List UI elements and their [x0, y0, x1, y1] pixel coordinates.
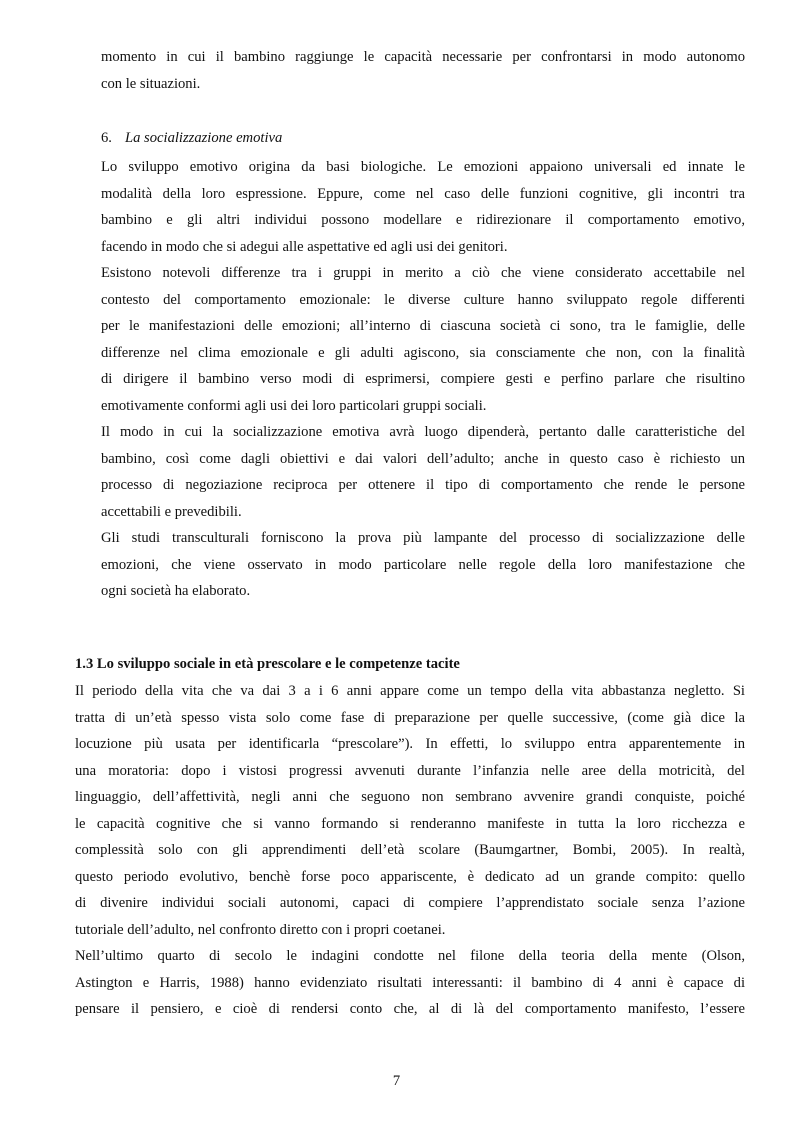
section-title: La socializzazione emotiva — [125, 130, 283, 146]
section-title: 1.3 Lo sviluppo sociale in età prescolare e le competenze tacite — [75, 656, 460, 672]
text-line: emotivamente conformi agli usi dei loro particolari gruppi sociali. — [101, 397, 487, 414]
text-line: Esistono notevoli differenze tra i gruppi in merito a ciò che viene considerato accettabile nel — [101, 265, 745, 281]
text-line: linguaggio, dell’affettività, negli anni che seguono non sembrano avvenire grandi conquiste, poiché — [75, 789, 745, 805]
text-line: bambino e gli altri individui possono modellare e ridirezionare il comportamento emotivo, — [101, 212, 745, 228]
text-line: di dirigere il bambino verso modi di esprimersi, compiere gesti e perfino parlare che risultino — [101, 371, 745, 387]
paragraph — [75, 678, 745, 943]
section-heading-6 — [101, 125, 745, 152]
text-line: accettabili e prevedibili. — [101, 503, 242, 520]
paragraph — [101, 154, 745, 260]
text-line: Astington e Harris, 1988) hanno evidenziato risultati interessanti: il bambino di 4 anni è capace di — [75, 974, 745, 991]
text-line: questo periodo evolutivo, benchè forse poco appariscente, è dedicato ad un grande compito: quello — [75, 868, 745, 885]
text-line: complessità solo con gli apprendimenti dell’età scolare (Baumgartner, Bombi, 2005). In realtà, — [75, 842, 745, 858]
paragraph-intro — [101, 44, 745, 97]
text-line: Nell’ultimo quarto di secolo le indagini condotte nel filone della teoria della mente (Olson, — [75, 948, 745, 964]
text-line: Il periodo della vita che va dai 3 a i 6 anni appare come un tempo della vita abbastanza negletto. Si — [75, 683, 745, 699]
text-line: locuzione più usata per identificarla “prescolare”). In effetti, lo sviluppo entra apparentemente in — [75, 736, 745, 752]
text-line: tratta di un’età spesso vista solo come fase di preparazione per quelle successive, (come già dice la — [75, 709, 745, 726]
text-line: emozioni, che viene osservato in modo particolare nelle regole della loro manifestazione che — [101, 556, 745, 573]
section-number: 6. — [101, 130, 112, 146]
section-heading-1-3 — [75, 651, 745, 678]
paragraph — [101, 525, 745, 605]
text-line: pensare il pensiero, e cioè di rendersi conto che, al di là del comportamento manifesto, l’essere — [75, 1001, 745, 1017]
text-line: facendo in modo che si adegui alle aspettative ed agli usi dei genitori. — [101, 238, 508, 255]
text-line: ogni società ha elaborato. — [101, 583, 251, 599]
text-line: di divenire individui sociali autonomi, capaci di compiere l’apprendistato sociale senza l’azione — [75, 895, 745, 911]
text-line: per le manifestazioni delle emozioni; all’interno di ciascuna società ci sono, tra le famiglie, delle — [101, 318, 745, 334]
text-line: Lo sviluppo emotivo origina da basi biologiche. Le emozioni appaiono universali ed innate le — [101, 159, 745, 175]
text-line: Il modo in cui la socializzazione emotiva avrà luogo dipenderà, pertanto dalle caratteristiche del — [101, 424, 745, 440]
text-line: differenze nel clima emozionale e gli adulti agiscono, sia consciamente che non, con la finalità — [101, 344, 745, 361]
text-line: momento in cui il bambino raggiunge le capacità necessarie per confrontarsi in modo autonomo — [101, 49, 745, 65]
text-line: bambino, così come dagli obiettivi e dai valori dell’adulto; anche in questo caso è richiesto un — [101, 450, 745, 467]
text-line: Gli studi transculturali forniscono la prova più lampante del processo di socializzazione delle — [101, 530, 745, 546]
page-number: 7 — [392, 1073, 401, 1089]
text-line: modalità della loro espressione. Eppure, come nel caso delle funzioni cognitive, gli incontri tra — [101, 185, 745, 202]
paragraph — [75, 943, 745, 1023]
text-line: contesto del comportamento emozionale: le diverse culture hanno sviluppato regole differenti — [101, 291, 745, 308]
text-line: processo di negoziazione reciproca per ottenere il tipo di comportamento che rende le persone — [101, 477, 745, 493]
paragraph — [101, 419, 745, 525]
text-line: tutoriale dell’adulto, nel confronto diretto con i propri coetanei. — [75, 921, 446, 938]
paragraph — [101, 260, 745, 419]
text-line: le capacità cognitive che si vanno formando si renderanno manifeste in tutta la loro ricchezza e — [75, 815, 745, 832]
text-line: con le situazioni. — [101, 75, 201, 92]
text-line: una moratoria: dopo i vistosi progressi avvenuti durante l’infanzia nelle aree della motricità, del — [75, 762, 745, 779]
